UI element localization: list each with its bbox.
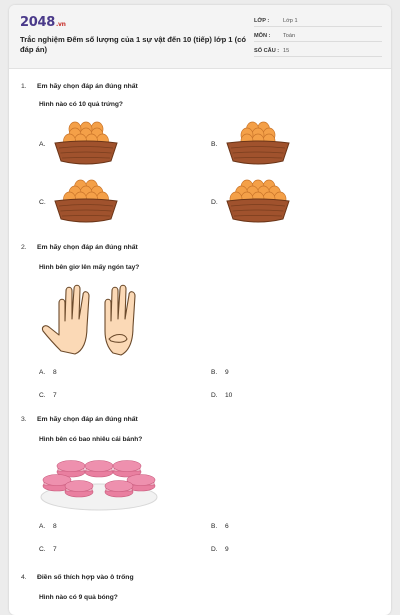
question-text: Em hãy chọn đáp án đúng nhất	[37, 244, 138, 251]
macaron	[57, 461, 85, 472]
option-letter: D.	[211, 546, 218, 553]
option-value: 9	[225, 546, 229, 553]
raised-hands-image	[39, 281, 159, 359]
page-title: Trắc nghiệm Đếm số lượng của 1 sự vật đến 10 (tiếp) lớp 1 (có đáp án)	[20, 35, 247, 54]
logo-text: 2048	[20, 15, 55, 30]
question-number: 2.	[21, 244, 27, 251]
question-4-prompt	[21, 574, 134, 581]
question-4-sub: Hình nào có 9 quả bóng?	[39, 594, 118, 601]
question-2-sub: Hình bên giơ lên mấy ngón tay?	[39, 264, 140, 271]
macaron	[85, 461, 113, 472]
header	[9, 5, 391, 69]
egg-basket-image[interactable]	[53, 119, 119, 167]
meta-value: 15	[283, 48, 290, 54]
meta-label: SỐ CÂU :	[254, 48, 280, 54]
meta-subject	[254, 30, 382, 42]
meta-value: Lớp 1	[283, 18, 298, 24]
option-letter: C.	[39, 546, 46, 553]
option-value: 9	[225, 369, 229, 376]
question-2-prompt	[21, 244, 138, 251]
question-number: 4.	[21, 574, 27, 581]
question-text: Em hãy chọn đáp án đúng nhất	[37, 83, 138, 90]
option-3c[interactable]	[39, 546, 57, 553]
question-3-prompt	[21, 416, 138, 423]
option-letter: B.	[211, 523, 218, 530]
option-letter: A.	[39, 523, 46, 530]
meta-value: Toán	[283, 33, 296, 39]
meta-grade	[254, 15, 382, 27]
question-number: 3.	[21, 416, 27, 423]
option-letter: A.	[39, 369, 46, 376]
macaron	[105, 481, 133, 492]
option-2a[interactable]	[39, 369, 57, 376]
site-logo[interactable]	[20, 15, 66, 30]
macaron	[113, 461, 141, 472]
meta-label: MÔN :	[254, 33, 271, 39]
question-number: 1.	[21, 83, 27, 90]
question-1-sub: Hình nào có 10 quả trứng?	[39, 101, 123, 108]
option-value: 10	[225, 392, 233, 399]
option-3b[interactable]	[211, 523, 229, 530]
macaron-plate-image	[39, 453, 159, 515]
logo-suffix: .vn	[55, 21, 66, 28]
egg-basket-image[interactable]	[225, 177, 291, 225]
option-letter: D.	[211, 392, 218, 399]
option-letter: C.	[39, 392, 46, 399]
question-1-prompt	[21, 83, 138, 90]
option-1a[interactable]: A.	[39, 141, 46, 148]
option-3d[interactable]	[211, 546, 229, 553]
option-2d[interactable]	[211, 392, 232, 399]
option-3a[interactable]	[39, 523, 57, 530]
option-value: 8	[53, 523, 57, 530]
macaron	[65, 481, 93, 492]
option-value: 7	[53, 546, 57, 553]
meta-label: LỚP :	[254, 18, 270, 24]
option-1c[interactable]: C.	[39, 199, 46, 206]
option-letter: B.	[211, 369, 218, 376]
question-text: Điền số thích hợp vào ô trống	[37, 574, 134, 581]
option-2b[interactable]	[211, 369, 229, 376]
question-text: Em hãy chọn đáp án đúng nhất	[37, 416, 138, 423]
option-value: 8	[53, 369, 57, 376]
option-1b[interactable]: B.	[211, 141, 218, 148]
worksheet-page	[9, 5, 391, 615]
option-2c[interactable]	[39, 392, 57, 399]
option-1d[interactable]: D.	[211, 199, 218, 206]
egg-basket-image[interactable]	[225, 119, 291, 167]
egg-basket-image[interactable]	[53, 177, 119, 225]
option-value: 7	[53, 392, 57, 399]
option-value: 6	[225, 523, 229, 530]
question-3-sub: Hình bên có bao nhiêu cái bánh?	[39, 436, 143, 443]
meta-count	[254, 45, 382, 57]
